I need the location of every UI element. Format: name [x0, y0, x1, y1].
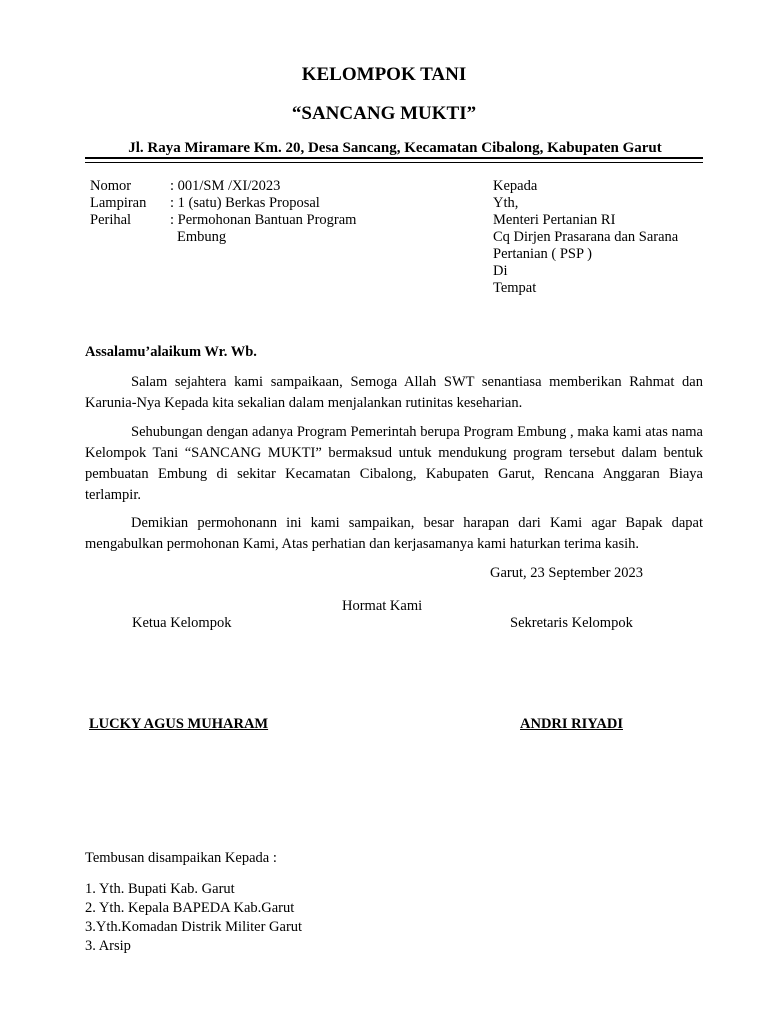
cc-item: 3.Yth.Komadan Distrik Militer Garut [85, 919, 303, 935]
letter-date: Garut, 23 September 2023 [490, 565, 644, 581]
sekretaris-title: Sekretaris Kelompok [510, 615, 633, 631]
cc-item: 1. Yth. Bupati Kab. Garut [85, 881, 235, 897]
cc-item: 3. Arsip [85, 938, 131, 954]
letterhead-org: KELOMPOK TANI [301, 64, 467, 85]
recipient-line: Cq Dirjen Prasarana dan Sarana [493, 229, 679, 245]
lampiran-label: Lampiran [90, 195, 147, 211]
lampiran-value: : 1 (satu) Berkas Proposal [170, 195, 320, 211]
perihal-value-line1: : Permohonan Bantuan Program [170, 212, 357, 228]
sekretaris-name: ANDRI RIYADI [520, 716, 623, 732]
recipient-line: Menteri Pertanian RI [493, 212, 616, 228]
perihal-label: Perihal [90, 212, 132, 228]
recipient-line: Di [493, 263, 508, 279]
recipient-line: Kepada [493, 178, 538, 194]
header-rule-thick [85, 157, 703, 159]
paragraph-2: Sehubungan dengan adanya Program Pemerintah berupa Program Embung , maka kami atas nama Kelompok Tani “SANCANG MUKTI” bermaksud untuk mendukung program tersebut dalam bentuk pembuatan Embung di sekitar Kecamatan Cibalong, Kabupaten Garut, Rencana Anggaran Biaya terlampir. [85, 424, 703, 503]
ketua-title: Ketua Kelompok [132, 615, 232, 631]
hormat-kami: Hormat Kami [342, 598, 423, 614]
greeting: Assalamu’alaikum Wr. Wb. [85, 344, 257, 360]
paragraph-3: Demikian permohonann ini kami sampaikan, besar harapan dari Kami agar Bapak dapat mengabulkan permohonan Kami, Atas perhatian dan kerjasamanya kami haturkan terima kasih. [85, 515, 703, 552]
nomor-value: : 001/SM /XI/2023 [170, 178, 281, 194]
perihal-value-line2: Embung [177, 229, 227, 245]
cc-item: 2. Yth. Kepala BAPEDA Kab.Garut [85, 900, 295, 916]
ketua-name: LUCKY AGUS MUHARAM [89, 716, 269, 732]
recipient-line: Pertanian ( PSP ) [493, 246, 592, 262]
recipient-line: Tempat [493, 280, 537, 296]
recipient-line: Yth, [493, 195, 519, 211]
letterhead-name: “SANCANG MUKTI” [291, 103, 477, 124]
header-rule-thin [85, 162, 703, 163]
cc-heading: Tembusan disampaikan Kepada : [85, 850, 277, 866]
paragraph-1: Salam sejahtera kami sampaikaan, Semoga Allah SWT senantiasa memberikan Rahmat dan Karunia-Nya Kepada kita sekalian dalam menjalankan rutinitas keseharian. [85, 374, 703, 411]
nomor-label: Nomor [90, 178, 132, 194]
letterhead-address: Jl. Raya Miramare Km. 20, Desa Sancang, Kecamatan Cibalong, Kabupaten Garut [128, 140, 662, 156]
